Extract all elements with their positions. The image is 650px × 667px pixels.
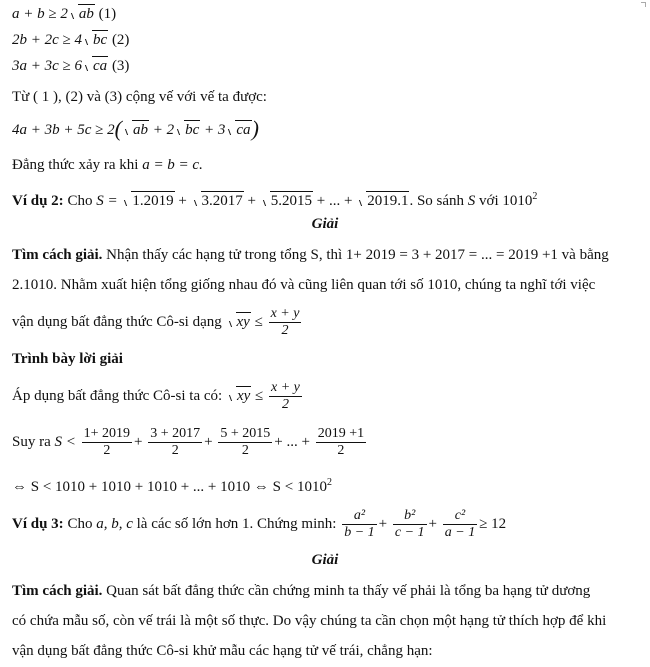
example-3: Ví dụ 3: Cho a, b, c là các số lớn hơn 1. Chứng minh: $\frac{\text{a²}}{b - 1}$ + $\frac{\text{b²}}{c - 1}$ + $\frac{\text{c²}}{a - 1}$ ≥ 12 bbox=[12, 508, 507, 540]
presentation-heading: Trình bày lời giải bbox=[12, 351, 123, 367]
method-1-line-1: Tìm cách giải. Nhận thấy các hạng tử trong tổng S, thì 1+ 2019 = 3 + 2017 = ... = 2019 +1 và bằng bbox=[12, 247, 609, 263]
sum-intro: Từ ( 1 ), (2) và (3) cộng vế với vế ta được: bbox=[12, 89, 267, 105]
page-corner-mark bbox=[641, 2, 646, 7]
inequality-2: 2b + 2c ≥ 4 bc (2) bbox=[12, 32, 130, 48]
conclusion-line: ⇔ S < 1010 + 1010 + 1010 + ... + 1010 ⇔ $S < 1010^2$ bbox=[12, 477, 332, 495]
method-1-line-3: vận dụng bất đẳng thức Cô-si dạng xy ≤ $\frac{x + y}{2}$ bbox=[12, 306, 300, 338]
solution-heading-2: Giải bbox=[311, 552, 339, 568]
solution-heading-1: Giải bbox=[311, 216, 339, 232]
inequality-1: a + b ≥ 2 ab (1) bbox=[12, 6, 117, 22]
method-2-line-1: Tìm cách giải. Quan sát bất đẳng thức cần chứng minh ta thấy vế phải là tổng ba hạng tử dương bbox=[12, 583, 591, 599]
apply-cauchy: Áp dụng bất đẳng thức Cô-si ta có: xy ≤ $\frac{x + y}{2}$ bbox=[12, 380, 300, 412]
method-2-line-3: vận dụng bất đẳng thức Cô-si khử mẫu các hạng tử vế trái, chẳng hạn: bbox=[12, 643, 433, 659]
example-2: Ví dụ 2: Cho S = 1.2019 + 3.2017 + 5.2015 + ... + 2019.1. So sánh S với 1010$^2$ bbox=[12, 191, 538, 209]
equality-condition: Đẳng thức xảy ra khi a = b = c. bbox=[12, 157, 203, 173]
sum-inequality: 4a + 3b + 5c ≥ 2( ab + 2 bc + 3 ca) bbox=[12, 116, 259, 141]
suy-ra-line: Suy ra S < $\frac{1+ 2019}{2}$ + $\frac{3 + 2017}{2}$ + $\frac{5 + 2015}{2}$ + ... + $\frac{2019 +1}{2}$ bbox=[12, 426, 365, 458]
method-1-line-2: 2.1010. Nhằm xuất hiện tổng giống nhau đó và cũng liên quan tới số 1010, chúng ta nghĩ tới việc bbox=[12, 277, 596, 293]
method-2-line-2: có chứa mẫu số, còn vế trái là một số thực. Do vậy chúng ta cần chọn một hạng tử thích hợp để khi bbox=[12, 613, 607, 629]
inequality-3: 3a + 3c ≥ 6 ca (3) bbox=[12, 58, 130, 74]
